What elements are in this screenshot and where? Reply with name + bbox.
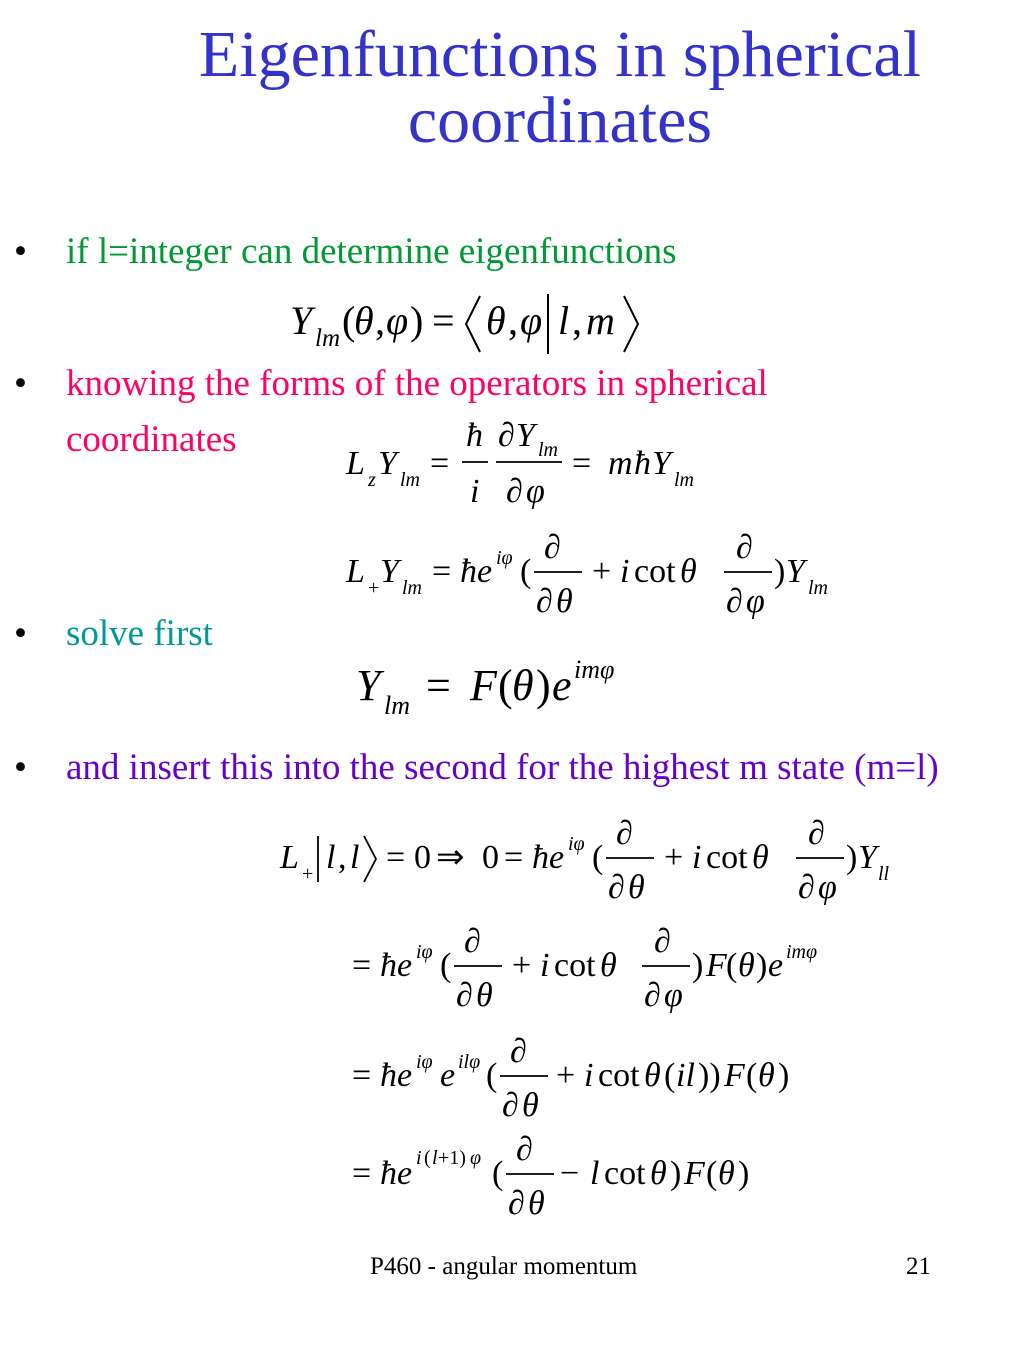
svg-text:ħe: ħe	[532, 839, 565, 876]
svg-text:=: =	[432, 553, 452, 590]
svg-text:θ: θ	[486, 298, 506, 343]
svg-text:il: il	[676, 1057, 695, 1094]
svg-text:θ: θ	[644, 1057, 661, 1094]
svg-text:lm: lm	[400, 469, 420, 491]
svg-text:ll: ll	[878, 863, 890, 885]
svg-text:L: L	[346, 553, 365, 590]
svg-text:i: i	[540, 947, 550, 984]
svg-text:iφ: iφ	[496, 547, 513, 569]
svg-text:Y: Y	[380, 553, 399, 590]
svg-text:(: (	[706, 1155, 718, 1192]
svg-text:ħ: ħ	[466, 417, 483, 454]
svg-text:∂: ∂	[508, 1185, 525, 1222]
svg-text:∂: ∂	[644, 977, 661, 1014]
svg-text:θ: θ	[556, 583, 573, 620]
svg-text:e: e	[768, 947, 784, 984]
svg-text:=: =	[352, 1155, 372, 1192]
svg-text:∂: ∂	[616, 815, 633, 852]
svg-text:(: (	[486, 1057, 498, 1094]
svg-text:(: (	[498, 661, 513, 710]
svg-text:ħe: ħe	[380, 1057, 413, 1094]
svg-text:Y: Y	[858, 839, 877, 876]
slide-title-line2: coordinates	[407, 84, 713, 157]
svg-text:θ: θ	[512, 661, 534, 710]
svg-text:ilφ: ilφ	[458, 1051, 481, 1073]
svg-text:∂: ∂	[516, 1131, 533, 1168]
svg-text:l: l	[432, 1147, 438, 1169]
svg-text:i: i	[584, 1057, 594, 1094]
svg-text:e: e	[552, 661, 572, 710]
svg-text:Y: Y	[356, 661, 381, 710]
svg-text:imφ: imφ	[574, 655, 615, 684]
bullet-4	[14, 740, 954, 796]
svg-text:i: i	[416, 1147, 422, 1169]
svg-text:e: e	[440, 1057, 456, 1094]
equation-highest-m-line2	[352, 920, 832, 1020]
bullet-marker: •	[14, 231, 27, 272]
svg-text:+: +	[368, 577, 380, 599]
svg-text:∂: ∂	[544, 529, 561, 566]
svg-text:L: L	[280, 839, 299, 876]
svg-text:(: (	[520, 553, 532, 590]
svg-text:∂: ∂	[502, 1087, 519, 1124]
svg-text:F: F	[706, 947, 727, 984]
slide-title-line1: Eigenfunctions in spherical	[198, 18, 922, 91]
svg-text:θ: θ	[680, 553, 697, 590]
svg-text:): )	[738, 1155, 750, 1192]
svg-text:θ: θ	[718, 1155, 735, 1192]
svg-text:Y: Y	[652, 445, 671, 482]
svg-text:l: l	[350, 839, 360, 876]
bullet-marker: •	[14, 613, 27, 654]
svg-text:ħ: ħ	[634, 445, 651, 482]
svg-text:∂: ∂	[608, 869, 625, 906]
svg-text:): )	[410, 298, 424, 343]
svg-text:cot: cot	[554, 947, 596, 984]
svg-text:θ: θ	[650, 1155, 667, 1192]
svg-text:θ: θ	[628, 869, 645, 906]
svg-text:lm: lm	[674, 469, 694, 491]
svg-text:∂: ∂	[798, 869, 815, 906]
svg-text:θ: θ	[752, 839, 769, 876]
equation-highest-m-line4	[352, 1122, 782, 1222]
svg-text:φ: φ	[470, 1147, 482, 1169]
equation-ylm-definition	[290, 290, 680, 360]
svg-text:lm: lm	[808, 577, 828, 599]
svg-text:Y: Y	[516, 417, 535, 454]
svg-text:): )	[756, 947, 768, 984]
svg-text:θ: θ	[600, 947, 617, 984]
svg-text:): )	[670, 1155, 682, 1192]
svg-text:(: (	[664, 1057, 676, 1094]
svg-text:θ: θ	[758, 1057, 775, 1094]
slide-title	[110, 18, 1010, 157]
svg-text:=: =	[352, 947, 372, 984]
svg-text:φ: φ	[526, 473, 545, 510]
svg-text:ħe: ħe	[380, 947, 413, 984]
equation-highest-m-line3	[352, 1030, 822, 1130]
svg-text:F: F	[724, 1057, 745, 1094]
svg-text:θ: θ	[738, 947, 755, 984]
footer-page-number: 21	[906, 1253, 931, 1280]
svg-text:∂: ∂	[726, 583, 743, 620]
svg-text:θ: θ	[476, 977, 493, 1014]
svg-text:cot: cot	[604, 1155, 646, 1192]
svg-text:,: ,	[572, 298, 582, 343]
svg-text:0: 0	[414, 839, 431, 876]
footer-course: P460 - angular momentum	[370, 1253, 638, 1280]
svg-text:(: (	[746, 1057, 758, 1094]
svg-text:iφ: iφ	[416, 1051, 433, 1073]
svg-text:): )	[778, 1057, 790, 1094]
bullet-3-text: solve first	[66, 613, 213, 654]
svg-text:iφ: iφ	[416, 941, 433, 963]
svg-text:l: l	[558, 298, 570, 343]
svg-text:m: m	[586, 298, 615, 343]
svg-text:cot: cot	[598, 1057, 640, 1094]
svg-text:(: (	[424, 1147, 431, 1169]
svg-text:⇒: ⇒	[436, 839, 465, 876]
svg-text:Y: Y	[786, 553, 805, 590]
svg-text:∂: ∂	[506, 473, 523, 510]
svg-text:+: +	[592, 553, 612, 590]
svg-text:φ: φ	[746, 583, 765, 620]
svg-text:cot: cot	[634, 553, 676, 590]
svg-text:)): ))	[698, 1057, 721, 1094]
svg-text:z: z	[368, 469, 376, 491]
svg-text:F: F	[684, 1155, 705, 1192]
svg-text:F: F	[470, 661, 497, 710]
svg-text:lm: lm	[315, 325, 340, 352]
svg-text:φ: φ	[818, 869, 837, 906]
svg-text:lm: lm	[384, 691, 410, 720]
equation-lz	[346, 412, 706, 512]
svg-text:): )	[774, 553, 786, 590]
svg-text:L: L	[346, 445, 365, 482]
svg-text:=: =	[386, 839, 406, 876]
svg-text:+: +	[512, 947, 532, 984]
svg-text:m: m	[608, 445, 633, 482]
svg-text:ħe: ħe	[380, 1155, 413, 1192]
svg-text:(: (	[492, 1155, 504, 1192]
svg-text:θ: θ	[354, 298, 374, 343]
bullet-1	[14, 224, 954, 280]
svg-text:∂: ∂	[510, 1033, 527, 1070]
svg-text:l: l	[326, 839, 336, 876]
svg-text:=: =	[430, 445, 450, 482]
equation-highest-m-line1	[280, 812, 890, 912]
svg-text:i: i	[470, 473, 480, 510]
svg-text:l: l	[590, 1155, 600, 1192]
bullet-4-text: and insert this into the second for the highest m state (m=l)	[66, 747, 939, 788]
svg-text:,: ,	[508, 298, 518, 343]
svg-text:): )	[692, 947, 704, 984]
bullet-2-text: knowing the forms of the operators in spherical coordinates	[66, 363, 768, 460]
svg-text:,: ,	[375, 298, 385, 343]
svg-text:(: (	[440, 947, 452, 984]
svg-text:∂: ∂	[456, 977, 473, 1014]
svg-text:ħe: ħe	[460, 553, 493, 590]
svg-text:φ: φ	[520, 298, 543, 343]
svg-text:Y: Y	[378, 445, 397, 482]
svg-text:∂: ∂	[498, 417, 515, 454]
svg-text:+: +	[664, 839, 684, 876]
svg-text:): )	[846, 839, 858, 876]
svg-text:φ: φ	[664, 977, 683, 1014]
svg-text:+: +	[556, 1057, 576, 1094]
equation-separation	[356, 652, 656, 732]
svg-text:−: −	[560, 1155, 580, 1192]
bullet-marker: •	[14, 363, 27, 404]
bullet-1-text: if l=integer can determine eigenfunctions	[66, 231, 677, 272]
svg-text:,: ,	[338, 839, 347, 876]
svg-text:lm: lm	[538, 439, 558, 461]
svg-text:∂: ∂	[808, 815, 825, 852]
svg-text:∂: ∂	[536, 583, 553, 620]
svg-text:∂: ∂	[464, 923, 481, 960]
svg-text:(: (	[342, 298, 356, 343]
svg-text:(: (	[592, 839, 604, 876]
svg-text:i: i	[620, 553, 630, 590]
svg-text:imφ: imφ	[786, 941, 818, 963]
svg-text:lm: lm	[402, 577, 422, 599]
svg-text:=: =	[426, 661, 451, 710]
svg-text:iφ: iφ	[568, 833, 585, 855]
svg-text:∂: ∂	[736, 529, 753, 566]
svg-text:): )	[536, 661, 551, 710]
svg-text:+: +	[302, 863, 314, 885]
svg-text:i: i	[692, 839, 702, 876]
svg-text:(: (	[726, 947, 738, 984]
svg-text:cot: cot	[706, 839, 748, 876]
svg-text:θ: θ	[528, 1185, 545, 1222]
svg-text:Y: Y	[290, 298, 313, 343]
svg-text:=: =	[572, 445, 592, 482]
svg-text:φ: φ	[386, 298, 409, 343]
svg-text:θ: θ	[522, 1087, 539, 1124]
svg-text:=: =	[352, 1057, 372, 1094]
svg-text:=: =	[432, 298, 455, 343]
bullet-marker: •	[14, 747, 27, 788]
svg-text:+1): +1)	[438, 1147, 466, 1169]
svg-text:∂: ∂	[654, 923, 671, 960]
svg-text:=: =	[504, 839, 524, 876]
svg-text:0: 0	[482, 839, 499, 876]
